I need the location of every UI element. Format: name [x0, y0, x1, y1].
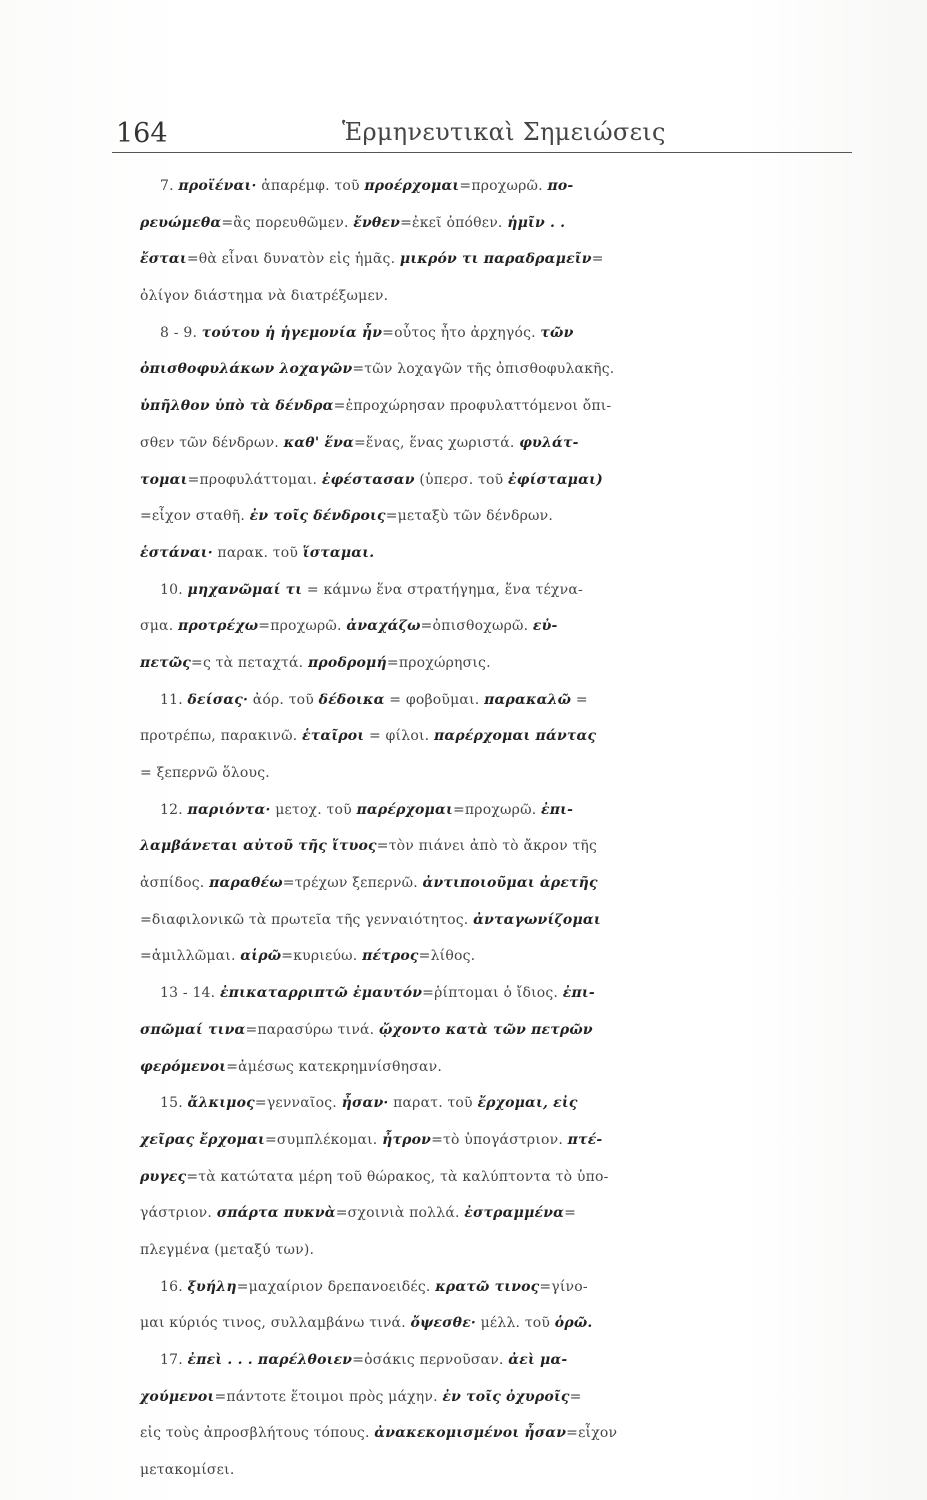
gloss-text: =παρασύρω τινά.: [245, 1021, 379, 1038]
lemma-term: ἔσται: [140, 251, 187, 268]
gloss-text: 11.: [160, 691, 188, 708]
lemma-term: ρευώμεθα: [140, 214, 222, 231]
lemma-term: αἱρῶ: [240, 948, 282, 965]
gloss-text: παρατ. τοῦ: [388, 1095, 478, 1112]
gloss-text: = κάμνω ἕνα στρατήγημα, ἕνα τέχνα-: [302, 581, 583, 598]
text-line: [140, 828, 880, 865]
gloss-text: = ξεπερνῶ ὅλους.: [140, 765, 270, 781]
gloss-text: =σχοινιὰ πολλά.: [335, 1205, 465, 1222]
lemma-term: ἀνακεκομισμένοι ἦσαν: [374, 1425, 567, 1442]
text-line: [140, 572, 880, 609]
gloss-text: 10.: [160, 581, 188, 598]
text-line: [140, 718, 880, 755]
lemma-term: παρέρχομαι πάντας: [433, 728, 597, 745]
gloss-text: παρακ. τοῦ: [212, 544, 303, 561]
lemma-term: πέτρος: [362, 948, 419, 965]
lemma-term: ἑταῖροι: [302, 728, 365, 745]
gloss-text: =ἂς πορευθῶμεν.: [221, 214, 354, 231]
lemma-term: ἐπι-: [562, 985, 595, 1002]
lemma-term: ἀεὶ μα-: [508, 1352, 568, 1368]
gloss-text: 8 - 9.: [160, 324, 202, 341]
lemma-term: παριόντα·: [187, 801, 271, 818]
lemma-term: ἑστάναι·: [140, 544, 213, 561]
lemma-term: παρέρχομαι: [356, 801, 453, 818]
header-rule: [112, 152, 852, 153]
text-line: [140, 792, 880, 829]
gloss-text: μέλλ. τοῦ: [475, 1315, 555, 1332]
gloss-text: (ὑπερσ. τοῦ: [414, 471, 508, 488]
gloss-text: =ἐπροχώρησαν προφυλαττόμενοι ὄπι-: [333, 398, 612, 415]
lemma-term: μηχανῶμαί τι: [187, 581, 303, 598]
lemma-term: ὁρῶ.: [554, 1315, 593, 1332]
gloss-text: =γίνο-: [539, 1278, 588, 1295]
lemma-term: ρυγες: [140, 1168, 187, 1185]
text-line: [140, 278, 880, 315]
gloss-text: ἀσπίδος.: [140, 875, 210, 892]
gloss-text: =προχωρῶ.: [452, 801, 541, 818]
text-line: [140, 755, 880, 792]
lemma-term: ἐφίσταμαι): [508, 471, 603, 488]
lemma-term: παρακαλῶ: [484, 691, 572, 708]
lemma-term: εὐ-: [532, 618, 558, 635]
gloss-text: =: [571, 691, 588, 708]
gloss-text: =μεταξὺ τῶν δένδρων.: [385, 508, 554, 525]
text-line: [140, 351, 880, 388]
lemma-term: ἐν τοῖς δένδροις: [249, 508, 386, 525]
text-line: [140, 388, 880, 425]
text-line: [140, 315, 880, 352]
gloss-text: =ὁσάκις περνοῦσαν.: [352, 1352, 509, 1368]
lemma-term: ἵσταμαι.: [302, 544, 375, 561]
lemma-term: ἦσαν·: [341, 1095, 389, 1112]
gloss-text: =προχωρῶ.: [258, 618, 347, 635]
gloss-text: =πάντοτε ἕτοιμοι πρὸς μάχην.: [214, 1388, 443, 1405]
lemma-term: προδρομή: [307, 654, 387, 671]
lemma-term: ἐφέστασαν: [321, 471, 415, 488]
lemma-term: ἀντιποιοῦμαι ἀρετῆς: [422, 875, 598, 892]
text-line: [140, 902, 880, 939]
lemma-term: χούμενοι: [140, 1388, 215, 1405]
lemma-term: χεῖρας ἔρχομαι: [140, 1131, 265, 1148]
lemma-term: ἐπεὶ . . . παρέλθοιεν: [187, 1352, 353, 1368]
text-line: [140, 425, 880, 462]
gloss-text: =ς τὰ πεταχτά.: [191, 654, 308, 671]
lemma-term: ἀναχάζω: [346, 618, 421, 635]
gloss-text: 15.: [160, 1095, 188, 1112]
gloss-text: = φίλοι.: [364, 728, 434, 745]
gloss-text: 17.: [160, 1352, 188, 1368]
lemma-term: λαμβάνεται αὐτοῦ τῆς ἴτυος: [140, 838, 377, 855]
lemma-term: φυλάτ-: [519, 434, 579, 451]
lemma-term: ὑπῆλθον ὑπὸ τὰ δένδρα: [140, 398, 334, 415]
gloss-text: =ἀμέσως κατεκρημνίσθησαν.: [226, 1058, 443, 1075]
gloss-text: =διαφιλονικῶ τὰ πρωτεῖα τῆς γενναιότητος.: [140, 911, 474, 928]
gloss-text: =ῥίπτομαι ὁ ἴδιος.: [422, 985, 563, 1002]
text-line: [140, 205, 880, 242]
lemma-term: ὄψεσθε·: [410, 1315, 476, 1332]
text-line: [140, 1085, 880, 1122]
lemma-term: τῶν: [540, 324, 574, 341]
text-line: [140, 241, 880, 278]
lemma-term: προτρέχω: [178, 618, 259, 635]
lemma-term: ὀπισθοφυλάκων λοχαγῶν: [140, 361, 353, 378]
gloss-text: ἀόρ. τοῦ: [248, 691, 319, 708]
text-line: [140, 1379, 880, 1416]
gloss-text: =ἕνας, ἕνας χωριστά.: [353, 434, 520, 451]
lemma-term: ξυήλη: [187, 1278, 237, 1295]
lemma-term: ἦτρον: [382, 1131, 432, 1148]
gloss-text: =τὸ ὑπογάστριον.: [431, 1131, 568, 1148]
lemma-term: ἐν τοῖς ὀχυροῖς: [442, 1388, 570, 1405]
text-line: [140, 938, 880, 975]
lemma-term: ᾤχοντο κατὰ τῶν πετρῶν: [379, 1021, 593, 1038]
lemma-term: πτέ-: [567, 1131, 603, 1148]
gloss-text: =προφυλάττομαι.: [187, 471, 322, 488]
gloss-text: =συμπλέκομαι.: [264, 1131, 383, 1148]
text-line: [140, 462, 880, 499]
text-line: [140, 608, 880, 645]
gloss-text: =εἶχον: [566, 1425, 618, 1442]
gloss-text: σθεν τῶν δένδρων.: [140, 434, 284, 451]
lemma-term: ἄλκιμος: [187, 1095, 255, 1112]
gloss-text: =ἁμιλλῶμαι.: [140, 948, 241, 965]
text-line: [140, 1159, 880, 1196]
lemma-term: ἐπικαταρριπτῶ ἐμαυτόν: [219, 985, 423, 1002]
text-line: [140, 865, 880, 902]
text-line: [140, 1049, 880, 1086]
gloss-text: μετακομίσει.: [140, 1462, 235, 1479]
gloss-text: =τῶν λοχαγῶν τῆς ὀπισθοφυλακῆς.: [352, 361, 615, 378]
lemma-term: ἡμῖν . .: [507, 214, 566, 231]
lemma-term: δείσας·: [187, 691, 249, 708]
text-line: [140, 645, 880, 682]
text-line: [140, 168, 880, 205]
text-line: [140, 975, 880, 1012]
text-line: [140, 1342, 880, 1379]
text-line: [140, 1305, 880, 1342]
gloss-text: =τὰ κατώτατα μέρη τοῦ θώρακος, τὰ καλύπτοντα τὸ ὑπο-: [186, 1168, 609, 1185]
gloss-text: =ὀπισθοχωρῶ.: [420, 618, 533, 635]
lemma-term: κρατῶ τινος: [435, 1278, 540, 1295]
gloss-text: =θὰ εἶναι δυνατὸν εἰς ἡμᾶς.: [186, 251, 400, 268]
gloss-text: ἀπαρέμφ. τοῦ: [256, 178, 365, 194]
lemma-term: τομαι: [140, 471, 188, 488]
lemma-term: ἔρχομαι, εἰς: [477, 1095, 578, 1112]
lemma-term: μικρόν τι παραδραμεῖν: [399, 251, 592, 268]
gloss-text: =προχώρησις.: [386, 654, 491, 671]
gloss-text: =γενναῖος.: [254, 1095, 342, 1112]
lemma-term: τούτου ἡ ἡγεμονία ἦν: [201, 324, 383, 341]
text-line: [140, 1415, 880, 1452]
gloss-text: =εἶχον σταθῆ.: [140, 508, 250, 525]
gloss-text: =προχωρῶ.: [459, 178, 548, 194]
gloss-text: ὀλίγον διάστημα νὰ διατρέξωμεν.: [140, 288, 389, 305]
lemma-term: ἀνταγωνίζομαι: [473, 911, 601, 928]
gloss-text: =μαχαίριον δρεπανοειδές.: [236, 1278, 436, 1295]
lemma-term: ἔνθεν: [353, 214, 401, 231]
text-line: [140, 1012, 880, 1049]
running-title: Ἑρμηνευτικαὶ Σημειώσεις: [342, 118, 666, 146]
text-line: [140, 1452, 880, 1489]
gloss-text: 7.: [160, 178, 179, 194]
lemma-term: προέρχομαι: [364, 178, 460, 194]
gloss-text: πλεγμένα (μεταξύ των).: [140, 1241, 315, 1258]
text-line: [140, 1269, 880, 1306]
gloss-text: σμα.: [140, 618, 179, 635]
lemma-term: πετῶς: [140, 654, 192, 671]
page-number: 164: [116, 118, 168, 149]
page-header: [112, 112, 852, 152]
gloss-text: =κυριεύω.: [281, 948, 363, 965]
gloss-text: προτρέπω, παρακινῶ.: [140, 728, 303, 745]
lemma-term: φερόμενοι: [140, 1058, 227, 1075]
text-line: [140, 498, 880, 535]
gloss-text: = φοβοῦμαι.: [384, 691, 485, 708]
lemma-term: προϊέναι·: [178, 178, 257, 194]
gloss-text: =ἐκεῖ ὁπόθεν.: [400, 214, 508, 231]
gloss-text: =τρέχων ξεπερνῶ.: [282, 875, 423, 892]
lemma-term: ἐπι-: [541, 801, 574, 818]
lemma-term: ἐστραμμένα: [464, 1205, 565, 1222]
lemma-term: πο-: [547, 178, 574, 194]
lemma-term: σπῶμαί τινα: [140, 1021, 246, 1038]
gloss-text: μαι κύριός τινος, συλλαμβάνω τινά.: [140, 1315, 411, 1332]
gloss-text: =οὗτος ἦτο ἀρχηγός.: [382, 324, 541, 341]
gloss-text: 16.: [160, 1278, 188, 1295]
lemma-term: παραθέω: [209, 875, 283, 892]
gloss-text: =λίθος.: [418, 948, 476, 965]
gloss-text: =: [564, 1205, 577, 1222]
gloss-text: =: [569, 1388, 582, 1405]
gloss-text: εἰς τοὺς ἀπροσβλήτους τόπους.: [140, 1425, 375, 1442]
lemma-term: σπάρτα πυκνὰ: [216, 1205, 336, 1222]
text-line: [140, 682, 880, 719]
gloss-text: 13 - 14.: [160, 985, 220, 1002]
text-line: [140, 1195, 880, 1232]
lemma-term: καθ' ἕνα: [283, 434, 354, 451]
gloss-text: =: [591, 251, 604, 268]
gloss-text: γάστριον.: [140, 1205, 217, 1222]
lemma-term: δέδοικα: [318, 691, 385, 708]
gloss-text: μετοχ. τοῦ: [270, 801, 357, 818]
gloss-text: 12.: [160, 801, 188, 818]
gloss-text: =τὸν πιάνει ἀπὸ τὸ ἄκρον τῆς: [376, 838, 598, 855]
text-line: [140, 1232, 880, 1269]
text-line: [140, 535, 880, 572]
notes-body: [140, 168, 880, 1489]
text-line: [140, 1122, 880, 1159]
